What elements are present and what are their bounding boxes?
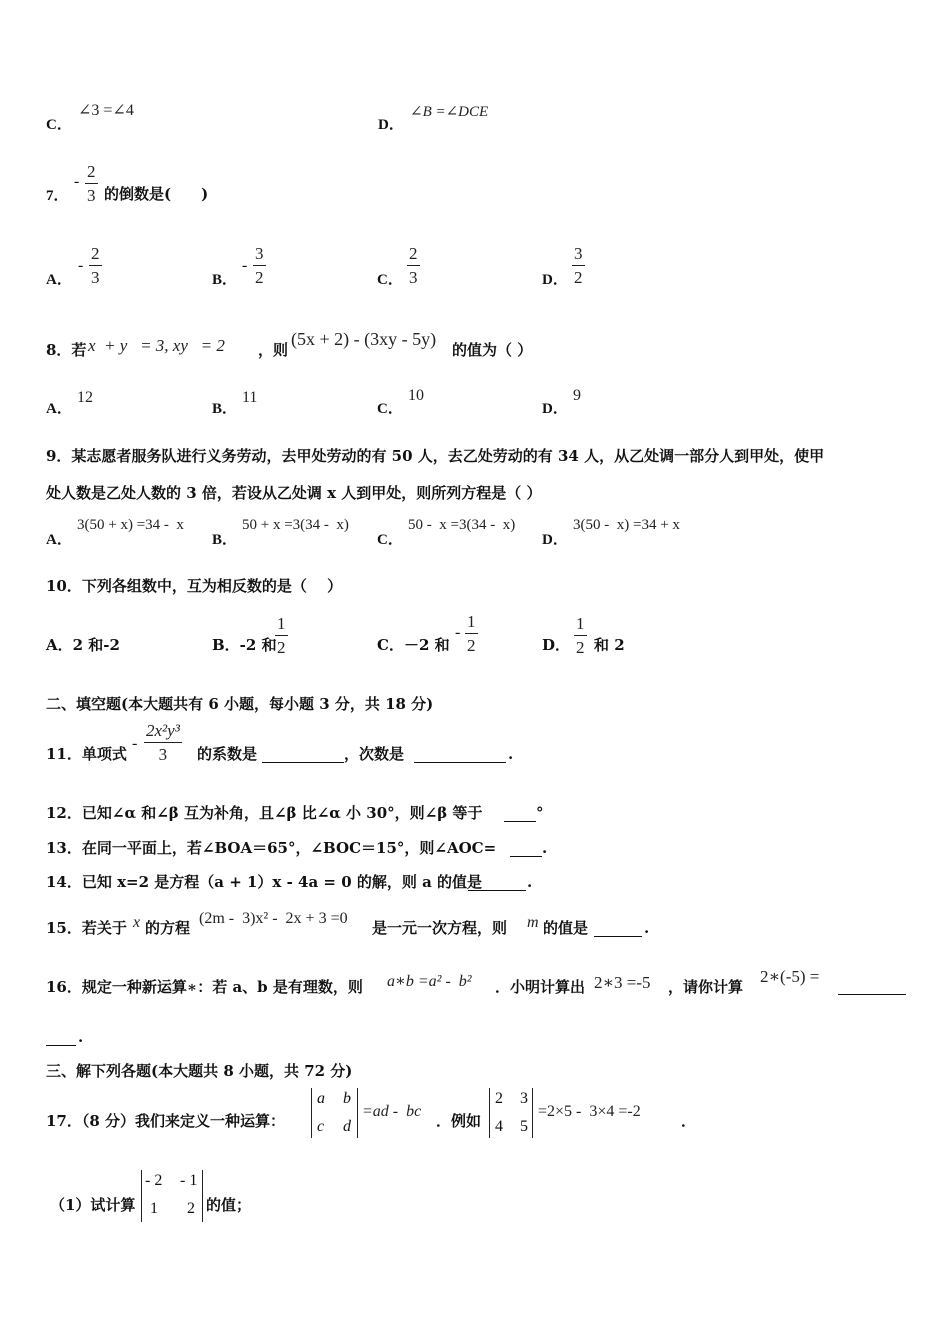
q8-option-b-value: 11	[242, 389, 258, 406]
q10-stem: 10．下列各组数中，互为相反数的是（ ）	[46, 577, 343, 595]
det-cell: d	[343, 1118, 351, 1135]
q13-end: .	[542, 839, 548, 857]
q7-stem: 的倒数是( )	[104, 185, 209, 203]
q16-prefix: 16．规定一种新运算∗：若 a、b 是有理数，则	[46, 978, 363, 996]
det-cell: 4	[495, 1118, 503, 1135]
q6-option-d-expr: ∠B =∠DCE	[410, 104, 489, 120]
q6-option-c-expr: ∠3 =∠4	[78, 102, 134, 119]
q10-option-b-denominator: 2	[277, 638, 286, 657]
q8-option-c-value: 10	[408, 387, 424, 404]
q10-option-c-numerator: 1	[465, 613, 478, 634]
q12-end: °	[536, 804, 544, 822]
det-cell: b	[343, 1090, 351, 1107]
det-cell: 1	[150, 1200, 158, 1217]
q11-blank-2[interactable]	[414, 762, 506, 763]
q11-prefix: 11．单项式	[46, 745, 127, 763]
det-cell: - 2	[145, 1172, 163, 1189]
q7-option-b-label: B．	[212, 272, 238, 288]
q12-text: 12．已知∠α 和∠β 互为补角，且∠β 比∠α 小 30°，则∠β 等于	[46, 804, 483, 822]
q17-example-determinant	[489, 1088, 533, 1138]
q10-option-c-fraction	[465, 613, 478, 654]
q14-end: .	[527, 873, 533, 891]
q9-option-c-expr: 50 - x =3(34 - x)	[408, 517, 516, 533]
q17-prefix: 17．（8 分）我们来定义一种运算：	[46, 1112, 286, 1130]
q16-end: .	[78, 1028, 84, 1046]
q10-option-d-numerator: 1	[574, 615, 587, 636]
det-cell: 2	[187, 1200, 195, 1217]
q11-denominator: 3	[158, 745, 168, 764]
q9-option-a-expr: 3(50 + x) =34 - x	[77, 517, 184, 533]
q11-fraction	[144, 722, 182, 763]
det-cell: c	[317, 1118, 325, 1135]
q10-option-d-label: D．	[542, 636, 571, 654]
q9-option-b-expr: 50 + x =3(34 - x)	[242, 517, 349, 533]
q10-option-a: A．2 和-2	[46, 636, 120, 654]
q10-option-c-label: C．－2 和	[377, 636, 450, 654]
q9-option-a-label: A．	[46, 532, 72, 548]
q15-prefix: 15．若关于	[46, 919, 127, 937]
q7-option-b-fraction	[253, 245, 266, 286]
q7-option-c-denominator: 3	[409, 268, 418, 287]
q7-fraction-numerator: 2	[85, 163, 98, 184]
q8-expression: (5x + 2) - (3xy - 5y)	[291, 329, 437, 349]
q11-end: .	[508, 745, 514, 763]
section-3-heading: 三、解下列各题(本大题共 8 小题，共 72 分)	[46, 1062, 353, 1080]
q8-option-d-label: D．	[542, 401, 568, 417]
q9-option-d-label: D．	[542, 532, 568, 548]
q7-option-b-numerator: 3	[253, 245, 266, 266]
q15-var-m: m	[527, 914, 539, 931]
q10-option-c-neg: -	[455, 624, 461, 641]
q15-equation: (2m - 3)x² - 2x + 3 =0	[199, 910, 348, 927]
q16-definition: a∗b =a² - b²	[387, 973, 472, 990]
q8-option-d-value: 9	[573, 387, 581, 404]
q10-option-c-denominator: 2	[467, 636, 476, 655]
q7-option-a-numerator: 2	[89, 245, 102, 266]
q8-option-c-label: C．	[377, 401, 403, 417]
q17-part1-determinant	[141, 1170, 203, 1222]
det-cell: 5	[520, 1118, 528, 1135]
q15-blank[interactable]	[594, 936, 642, 937]
q16-blank-2[interactable]	[46, 1045, 76, 1046]
q15-dot: .	[644, 919, 650, 937]
q7-option-d-label: D．	[542, 272, 568, 288]
q8-option-a-label: A．	[46, 401, 72, 417]
q7-option-b-neg: -	[242, 257, 248, 274]
q17-part1-label: （1）试计算	[50, 1196, 136, 1214]
q15-mid2: 是一元一次方程，则	[372, 919, 508, 937]
q14-text: 14．已知 x=2 是方程（a + 1）x - 4a = 0 的解，则 a 的值是	[46, 873, 483, 891]
q7-neg-sign: -	[74, 173, 80, 190]
det-cell: 3	[520, 1090, 528, 1107]
q8-prefix: 8．若	[46, 341, 87, 359]
q17-definition-determinant	[311, 1088, 358, 1138]
q17-part1-end: 的值；	[206, 1196, 252, 1214]
q17-example-rhs: =2×5 - 3×4 =-2	[538, 1103, 641, 1120]
q11-mid: 的系数是	[197, 745, 258, 763]
q10-option-d-denominator: 2	[576, 638, 585, 657]
q11-numerator: 2x²y³	[144, 722, 182, 743]
q16-blank-1[interactable]	[838, 994, 906, 995]
q13-text: 13．在同一平面上，若∠BOA＝65°，∠BOC＝15°，则∠AOC=	[46, 839, 497, 857]
q7-fraction	[85, 163, 98, 204]
q16-mid: ．小明计算出	[495, 978, 586, 996]
q7-fraction-denominator: 3	[87, 186, 96, 205]
q7-option-c-numerator: 2	[407, 245, 420, 266]
q10-option-d-tail: 和 2	[594, 636, 625, 654]
q8-suffix: 的值为（ ）	[452, 341, 533, 359]
q16-mid2: ，请你计算	[668, 978, 744, 996]
q17-end: ．	[681, 1112, 697, 1130]
q15-var-x: x	[133, 914, 141, 931]
q13-blank[interactable]	[510, 856, 542, 857]
q7-option-d-denominator: 2	[574, 268, 583, 287]
q12-blank[interactable]	[504, 821, 536, 822]
q16-example: 2∗3 =-5	[594, 973, 651, 992]
q6-option-c-label: C．	[46, 117, 72, 133]
q9-stem-line1: 9．某志愿者服务队进行义务劳动，去甲处劳动的有 50 人，去乙处劳动的有 34 人，从乙处调一部分人到甲处，使甲	[46, 447, 825, 465]
q15-end: 的值是	[543, 919, 589, 937]
q7-number: 7．	[46, 188, 69, 204]
det-cell: 2	[495, 1090, 503, 1107]
q10-option-b-fraction	[275, 615, 288, 656]
det-cell: a	[317, 1090, 325, 1107]
q7-option-c-label: C．	[377, 272, 403, 288]
q8-option-a-value: 12	[77, 389, 93, 406]
q10-option-b-label: B．-2 和	[212, 636, 277, 654]
q6-option-d-label: D．	[378, 117, 404, 133]
q7-option-a-neg: -	[78, 257, 84, 274]
q9-stem-line2: 处人数是乙处人数的 3 倍，若设从乙处调 x 人到甲处，则所列方程是（ ）	[46, 484, 542, 502]
q15-mid: 的方程	[145, 919, 191, 937]
q11-blank-1[interactable]	[262, 762, 344, 763]
q9-option-c-label: C．	[377, 532, 403, 548]
q7-option-b-denominator: 2	[255, 268, 264, 287]
q11-neg: -	[132, 735, 138, 752]
q17-definition-rhs: =ad - bc	[362, 1103, 422, 1120]
section-2-heading: 二、填空题(本大题共有 6 小题，每小题 3 分，共 18 分)	[46, 695, 434, 713]
q7-option-a-fraction	[89, 245, 102, 286]
det-cell: - 1	[180, 1172, 198, 1189]
q16-ask: 2∗(-5) =	[760, 967, 820, 986]
q10-option-b-numerator: 1	[275, 615, 288, 636]
q8-mid: ，则	[258, 341, 289, 359]
q9-option-b-label: B．	[212, 532, 238, 548]
q7-option-c-fraction	[407, 245, 420, 286]
q8-option-b-label: B．	[212, 401, 238, 417]
q7-option-d-fraction	[572, 245, 585, 286]
q7-option-a-denominator: 3	[91, 268, 100, 287]
q10-option-d-fraction	[574, 615, 587, 656]
q9-option-d-expr: 3(50 - x) =34 + x	[573, 517, 680, 533]
q8-condition: x + y = 3, xy = 2	[88, 336, 225, 355]
q7-option-d-numerator: 3	[572, 245, 585, 266]
q14-blank[interactable]	[468, 890, 526, 891]
q11-mid2: ，次数是	[344, 745, 405, 763]
q17-mid: ．例如	[436, 1112, 482, 1130]
q7-option-a-label: A．	[46, 272, 72, 288]
